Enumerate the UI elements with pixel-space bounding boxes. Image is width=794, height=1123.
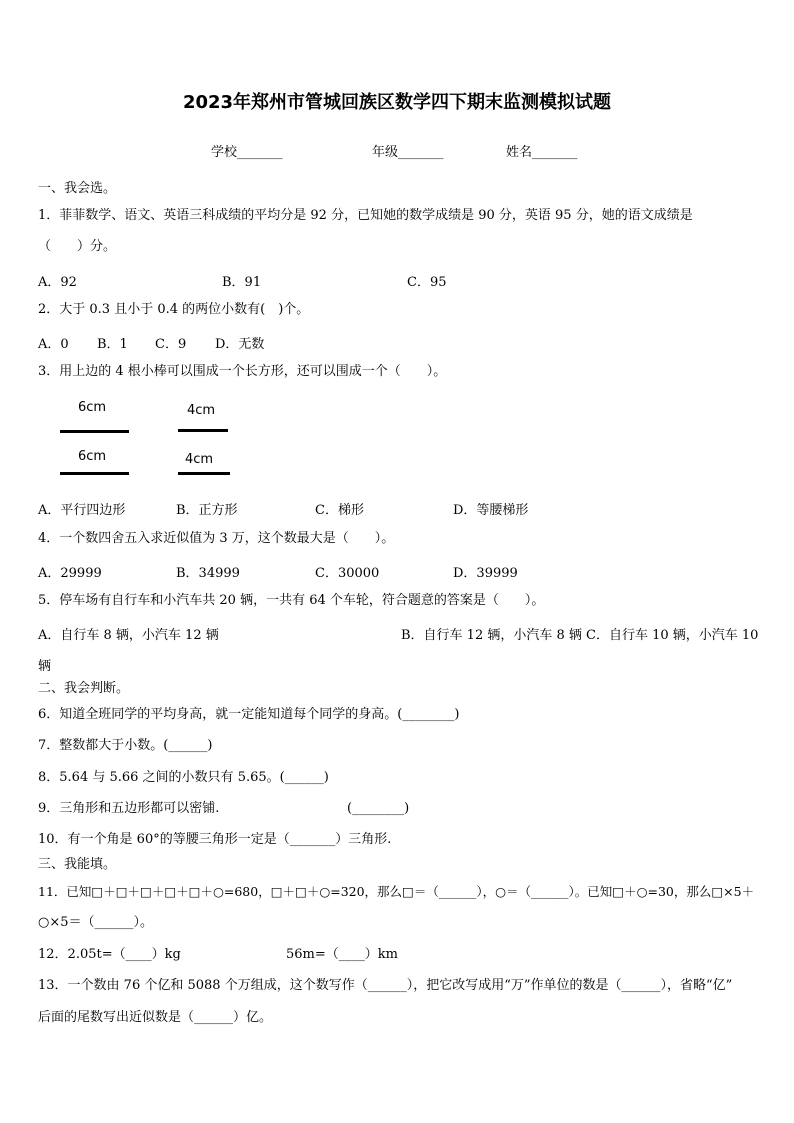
q5-option-a[interactable]: A．自行车 8 辆，小汽车 12 辆 bbox=[38, 628, 219, 643]
question-5-text: 5．停车场有自行车和小汽车共 20 辆，一共有 64 个车轮，符合题意的答案是（ ）。 bbox=[38, 593, 545, 608]
q4-option-b[interactable]: B．34999 bbox=[176, 566, 240, 581]
name-field[interactable]: 姓名_______ bbox=[506, 145, 578, 160]
q3-option-c[interactable]: C．梯形 bbox=[315, 503, 364, 518]
q3-option-b[interactable]: B．正方形 bbox=[176, 503, 238, 518]
question-3-text: 3．用上边的 4 根小棒可以围成一个长方形，还可以围成一个（ ）。 bbox=[38, 364, 447, 379]
grade-field[interactable]: 年级_______ bbox=[372, 145, 444, 160]
question-9-blank[interactable]: (________) bbox=[347, 801, 410, 816]
question-6-text: 6．知道全班同学的平均身高，就一定能知道每个同学的身高。(________) bbox=[38, 707, 460, 722]
section-heading-1: 一、我会选。 bbox=[38, 181, 117, 196]
stick-label-top-right: 4cm bbox=[187, 403, 216, 418]
stick-label-top-left: 6cm bbox=[78, 400, 107, 415]
question-8-text: 8．5.64 与 5.66 之间的小数只有 5.65。(______) bbox=[38, 770, 329, 785]
question-11-text: 11．已知□＋□＋□＋□＋□＋○=680，□＋□＋○=320，那么□＝（______），○＝（______）。已知□＋○=30，那么□×5＋ bbox=[38, 884, 755, 899]
question-11-wrap: ○×5＝（______）。 bbox=[38, 915, 154, 930]
q4-option-a[interactable]: A．29999 bbox=[38, 566, 102, 581]
q1-option-a[interactable]: A．92 bbox=[38, 275, 77, 290]
question-12-part-b: 56m=（____）km bbox=[286, 947, 398, 962]
question-7-text: 7．整数都大于小数。(______) bbox=[38, 738, 213, 753]
question-1-text: 1．菲菲数学、语文、英语三科成绩的平均分是 92 分，已知她的数学成绩是 90 分，英语 95 分，她的语文成绩是 bbox=[38, 208, 693, 223]
stick-bottom-left bbox=[60, 472, 129, 475]
question-1-blank: （ ）分。 bbox=[38, 239, 117, 254]
page-title: 2023年郑州市管城回族区数学四下期末监测模拟试题 bbox=[182, 92, 612, 113]
question-9-text: 9．三角形和五边形都可以密铺. bbox=[38, 801, 220, 816]
q5-option-c-wrap: 辆 bbox=[38, 659, 52, 674]
q2-option-d[interactable]: D．无数 bbox=[215, 337, 265, 352]
q4-option-c[interactable]: C．30000 bbox=[315, 566, 380, 581]
school-field[interactable]: 学校_______ bbox=[211, 145, 283, 160]
question-2-text: 2．大于 0.3 且小于 0.4 的两位小数有( )个。 bbox=[38, 302, 310, 317]
stick-top-right bbox=[178, 429, 228, 432]
question-13-text: 13．一个数由 76 个亿和 5088 个万组成，这个数写作（______），把它改写成用“万”作单位的数是（______），省略“亿” bbox=[38, 978, 733, 993]
question-10-text: 10．有一个角是 60°的等腰三角形一定是（_______）三角形. bbox=[38, 832, 392, 847]
stick-label-bottom-left: 6cm bbox=[78, 449, 107, 464]
stick-bottom-right bbox=[178, 472, 230, 475]
section-heading-3: 三、我能填。 bbox=[38, 857, 117, 872]
question-13-wrap: 后面的尾数写出近似数是（______）亿。 bbox=[38, 1010, 273, 1025]
stick-top-left bbox=[60, 430, 129, 433]
section-heading-2: 二、我会判断。 bbox=[38, 681, 130, 696]
q2-option-c[interactable]: C．9 bbox=[155, 337, 187, 352]
q2-option-a[interactable]: A．0 bbox=[38, 337, 69, 352]
q2-option-b[interactable]: B．1 bbox=[97, 337, 128, 352]
q5-option-b-c[interactable]: B．自行车 12 辆，小汽车 8 辆 C．自行车 10 辆，小汽车 10 bbox=[401, 628, 759, 643]
q1-option-c[interactable]: C．95 bbox=[407, 275, 447, 290]
stick-label-bottom-right: 4cm bbox=[185, 452, 214, 467]
question-4-text: 4．一个数四舍五入求近似值为 3 万，这个数最大是（ ）。 bbox=[38, 531, 395, 546]
q3-option-d[interactable]: D．等腰梯形 bbox=[453, 503, 529, 518]
q1-option-b[interactable]: B．91 bbox=[222, 275, 262, 290]
question-12-part-a: 12．2.05t=（____）kg bbox=[38, 947, 181, 962]
q3-option-a[interactable]: A．平行四边形 bbox=[38, 503, 126, 518]
q4-option-d[interactable]: D．39999 bbox=[453, 566, 518, 581]
